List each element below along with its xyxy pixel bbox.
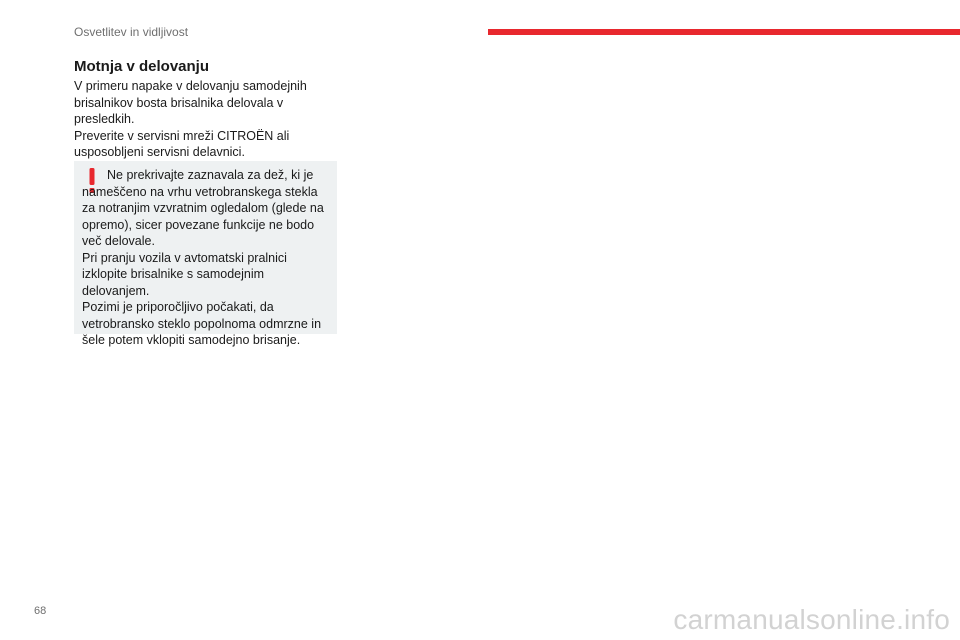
body-paragraph: Preverite v servisni mreži CITROËN ali usposobljeni servisni delavnici. (74, 128, 290, 159)
warning-paragraph: Pozimi je priporočljivo počakati, da vetrobransko steklo popolnoma odmrzne in šele potem vklopiti samodejno brisanje. (82, 300, 322, 347)
accent-bar (488, 29, 960, 35)
body-paragraph: V primeru napake v delovanju samodejnih brisalnikov bosta brisalnika delovala v presledkih. (74, 79, 307, 126)
page-number: 68 (34, 605, 47, 617)
warning-paragraph: Pri pranju vozila v avtomatski pralnici izklopite brisalnike s samodejnim delovanjem. (82, 250, 287, 298)
page-heading: Motnja v delovanju (74, 58, 210, 75)
warning-text (82, 167, 332, 349)
section-title: Osvetlitev in vidljivost (74, 25, 189, 39)
body-text (74, 78, 344, 161)
warning-paragraph: Ne prekrivajte zaznavala za dež, ki je nameščeno na vrhu vetrobranskega stekla za notranjim vzvratnim ogledalom (glede na opremo), sicer povezane funkcije ne bodo več delovale. (82, 168, 324, 248)
watermark: carmanualsonline.info (673, 604, 950, 635)
warning-box (74, 161, 337, 347)
